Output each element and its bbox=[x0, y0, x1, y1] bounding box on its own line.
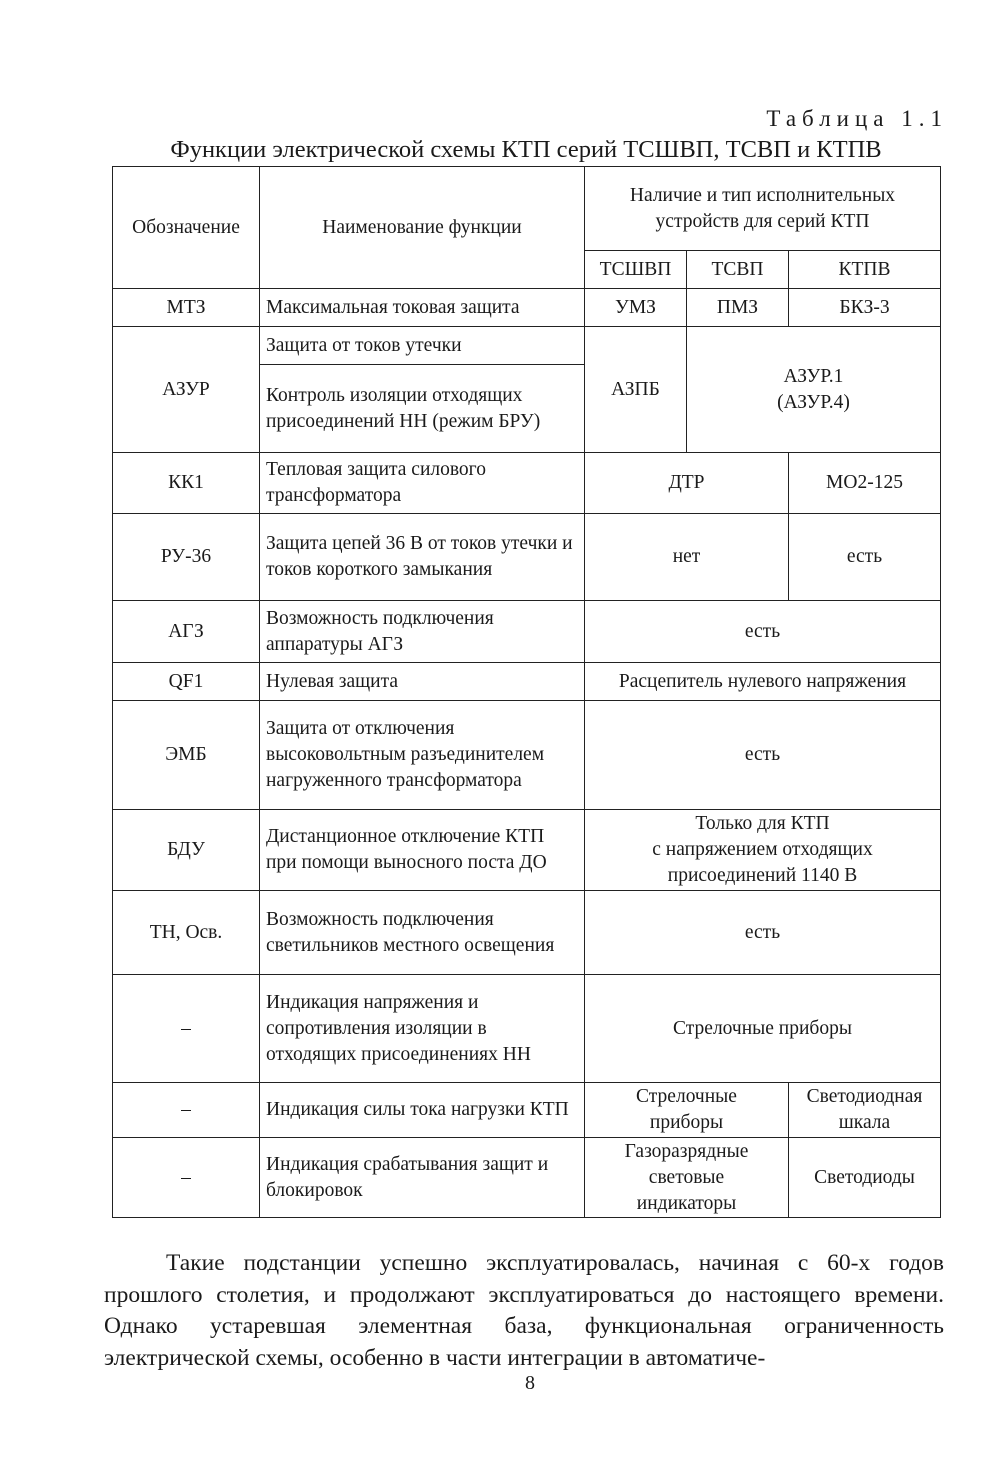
header-series-ktpv: КТПВ bbox=[789, 251, 941, 289]
table-row-bdu bbox=[113, 810, 941, 891]
table-row-qf1 bbox=[113, 663, 941, 701]
cell-line: Стрелочные bbox=[636, 1086, 737, 1107]
table-number: Таблица 1.1 bbox=[766, 106, 948, 131]
cell-tshvp: АЗПБ bbox=[585, 327, 687, 453]
table-row-agz bbox=[113, 601, 941, 663]
cell-code: МТЗ bbox=[113, 289, 260, 327]
cell-code: БДУ bbox=[113, 810, 260, 891]
cell-code: QF1 bbox=[113, 663, 260, 701]
cell-code: ЭМБ bbox=[113, 701, 260, 810]
cell-function: Индикация напряжения и сопротивления изоляции в отходящих присоединениях НН bbox=[260, 975, 585, 1083]
table-row-ru36 bbox=[113, 514, 941, 601]
cell-line: Светодиодная bbox=[806, 1086, 923, 1107]
cell-ktpv: Светодиоды bbox=[789, 1138, 941, 1218]
cell-tshvp-tsvp bbox=[585, 1138, 789, 1218]
cell-all-series bbox=[585, 810, 941, 891]
cell-all-series: Стрелочные приборы bbox=[585, 975, 941, 1083]
cell-ktpv bbox=[789, 1083, 941, 1138]
cell-tshvp: УМЗ bbox=[585, 289, 687, 327]
cell-function: Возможность подключения светильников местного освещения bbox=[260, 891, 585, 975]
table-row-ind-voltage bbox=[113, 975, 941, 1083]
cell-line: с напряжением отходящих bbox=[652, 839, 873, 860]
cell-line: АЗУР.1 bbox=[783, 365, 844, 387]
cell-tsvp-ktpv bbox=[687, 327, 941, 453]
cell-line: индикаторы bbox=[636, 1192, 737, 1214]
cell-tshvp-tsvp: нет bbox=[585, 514, 789, 601]
header-row bbox=[113, 167, 941, 251]
cell-code: КК1 bbox=[113, 453, 260, 514]
cell-ktpv: БКЗ-3 bbox=[789, 289, 941, 327]
cell-tsvp: ПМЗ bbox=[687, 289, 789, 327]
body-paragraph: Такие подстанции успешно эксплуатировалась, начиная с 60-х годов прошлого столетия, и продолжают эксплуатироваться до настоящего времени. Однако устаревшая элементная база, функциональная ограниченность электрической схемы, особенно в части интеграции в автоматиче- bbox=[104, 1250, 944, 1371]
cell-code: – bbox=[113, 1083, 260, 1138]
cell-function: Контроль изоляции отходящих присоединений НН (режим БРУ) bbox=[260, 365, 585, 453]
cell-function: Индикация срабатывания защит и блокировок bbox=[260, 1138, 585, 1218]
cell-line: шкала bbox=[838, 1112, 891, 1133]
table-row-azur bbox=[113, 327, 941, 365]
cell-line: приборы bbox=[649, 1112, 724, 1133]
cell-ktpv: есть bbox=[789, 514, 941, 601]
cell-function: Тепловая защита силового трансформатора bbox=[260, 453, 585, 514]
header-devices-group: Наличие и тип исполнительных устройств для серий КТП bbox=[585, 167, 941, 251]
cell-code: РУ-36 bbox=[113, 514, 260, 601]
cell-function: Максимальная токовая защита bbox=[260, 289, 585, 327]
cell-code: – bbox=[113, 975, 260, 1083]
table-row-emb bbox=[113, 701, 941, 810]
cell-code: ТН, Осв. bbox=[113, 891, 260, 975]
header-series-tsvp: ТСВП bbox=[687, 251, 789, 289]
table-row-ind-current bbox=[113, 1083, 941, 1138]
cell-tshvp-tsvp bbox=[585, 1083, 789, 1138]
cell-line: световые bbox=[648, 1166, 725, 1188]
cell-all-series: есть bbox=[585, 701, 941, 810]
cell-all-series: есть bbox=[585, 601, 941, 663]
header-function-name: Наименование функции bbox=[260, 167, 585, 289]
cell-all-series: есть bbox=[585, 891, 941, 975]
cell-function: Индикация силы тока нагрузки КТП bbox=[260, 1083, 585, 1138]
cell-code: – bbox=[113, 1138, 260, 1218]
cell-function: Защита от токов утечки bbox=[260, 327, 585, 365]
cell-line: присоединений 1140 В bbox=[667, 865, 858, 886]
table-row-mtz bbox=[113, 289, 941, 327]
table-row-ind-trip bbox=[113, 1138, 941, 1218]
table-title: Функции электрической схемы КТП серий ТСШВП, ТСВП и КТПВ bbox=[170, 136, 882, 163]
functions-table bbox=[112, 166, 941, 1218]
cell-function: Нулевая защита bbox=[260, 663, 585, 701]
cell-line: (АЗУР.4) bbox=[777, 391, 850, 413]
page-number: 8 bbox=[525, 1372, 535, 1394]
cell-tshvp-tsvp: ДТР bbox=[585, 453, 789, 514]
cell-all-series: Расцепитель нулевого напряжения bbox=[585, 663, 941, 701]
cell-code: АЗУР bbox=[113, 327, 260, 453]
table-row-kk1 bbox=[113, 453, 941, 514]
table-row-tn bbox=[113, 891, 941, 975]
header-designation: Обозначение bbox=[113, 167, 260, 289]
header-series-tshvp: ТСШВП bbox=[585, 251, 687, 289]
cell-function: Защита цепей 36 В от токов утечки и токов короткого замыкания bbox=[260, 514, 585, 601]
cell-function: Защита от отключения высоковольтным разъединителем нагруженного трансформатора bbox=[260, 701, 585, 810]
cell-line: Только для КТП bbox=[695, 813, 830, 834]
cell-function: Дистанционное отключение КТП при помощи выносного поста ДО bbox=[260, 810, 585, 891]
cell-ktpv: МО2-125 bbox=[789, 453, 941, 514]
cell-line: Газоразрядные bbox=[624, 1140, 749, 1162]
cell-function: Возможность подключения аппаратуры АГЗ bbox=[260, 601, 585, 663]
cell-code: АГЗ bbox=[113, 601, 260, 663]
